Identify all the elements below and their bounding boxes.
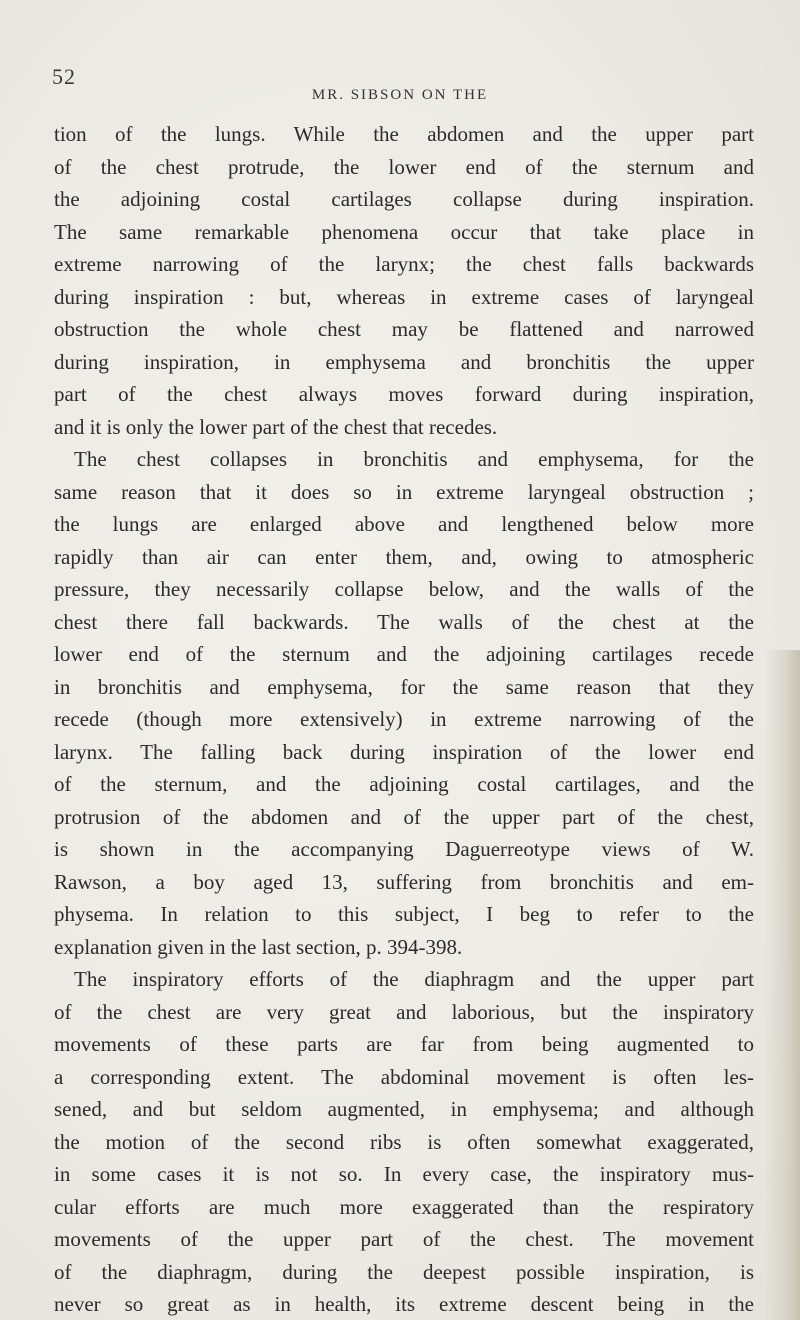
text-line: obstruction the whole chest may be flattened and narrowed <box>54 317 754 341</box>
page-edge-shadow <box>764 650 800 1320</box>
text-line: in bronchitis and emphysema, for the same reason that they <box>54 674 754 699</box>
text-line: during inspiration, in emphysema and bronchitis the upper <box>54 349 754 374</box>
text-line: in some cases it is not so. In every case, the inspiratory mus- <box>54 1162 754 1186</box>
text-line: movements of these parts are far from being augmented to <box>54 1032 754 1056</box>
text-line: of the chest protrude, the lower end of the sternum and <box>54 154 754 179</box>
body-text <box>54 118 754 1320</box>
text-line: extreme narrowing of the larynx; the chest falls backwards <box>54 252 754 276</box>
text-line: of the diaphragm, during the deepest possible inspiration, is <box>54 1259 754 1284</box>
text-line: recede (though more extensively) in extreme narrowing of the <box>54 707 754 731</box>
text-line: of the chest are very great and laborious, but the inspiratory <box>54 999 754 1024</box>
text-line: cular efforts are much more exaggerated than the respiratory <box>54 1194 754 1219</box>
text-line: sened, and but seldom augmented, in emphysema; and although <box>54 1097 754 1121</box>
text-line: The chest collapses in bronchitis and emphysema, for the <box>74 447 754 471</box>
text-line: physema. In relation to this subject, I beg to refer to the <box>54 902 754 926</box>
text-line: during inspiration : but, whereas in extreme cases of laryngeal <box>54 284 754 309</box>
text-line: protrusion of the abdomen and of the upper part of the chest, <box>54 804 754 829</box>
text-line: never so great as in health, its extreme descent being in the <box>54 1292 754 1316</box>
text-line: the motion of the second ribs is often somewhat exaggerated, <box>54 1129 754 1154</box>
text-line: larynx. The falling back during inspiration of the lower end <box>54 739 754 764</box>
page-number: 52 <box>52 64 76 89</box>
text-line: pressure, they necessarily collapse below, and the walls of the <box>54 577 754 601</box>
text-line: The inspiratory efforts of the diaphragm and the upper part <box>74 967 754 991</box>
text-line: a corresponding extent. The abdominal movement is often les- <box>54 1064 754 1089</box>
text-line: part of the chest always moves forward during inspiration, <box>54 382 754 406</box>
text-line: the lungs are enlarged above and lengthened below more <box>54 512 754 536</box>
text-line: explanation given in the last section, p. 394-398. <box>54 934 463 959</box>
text-line: is shown in the accompanying Daguerreotype views of W. <box>54 837 754 861</box>
text-line: the adjoining costal cartilages collapse during inspiration. <box>54 187 754 211</box>
text-line: chest there fall backwards. The walls of the chest at the <box>54 609 754 634</box>
text-line: of the sternum, and the adjoining costal cartilages, and the <box>54 772 754 796</box>
text-line: movements of the upper part of the chest. The movement <box>54 1227 754 1251</box>
text-line: The same remarkable phenomena occur that take place in <box>54 219 754 244</box>
text-line: tion of the lungs. While the abdomen and the upper part <box>54 122 754 146</box>
text-line: same reason that it does so in extreme laryngeal obstruction ; <box>54 479 754 504</box>
text-line: and it is only the lower part of the chest that recedes. <box>54 414 498 439</box>
text-line: rapidly than air can enter them, and, owing to atmospheric <box>54 544 754 569</box>
text-line: Rawson, a boy aged 13, suffering from bronchitis and em- <box>54 869 754 894</box>
running-head: MR. SIBSON ON THE <box>311 87 489 103</box>
text-line: lower end of the sternum and the adjoining cartilages recede <box>54 642 754 666</box>
